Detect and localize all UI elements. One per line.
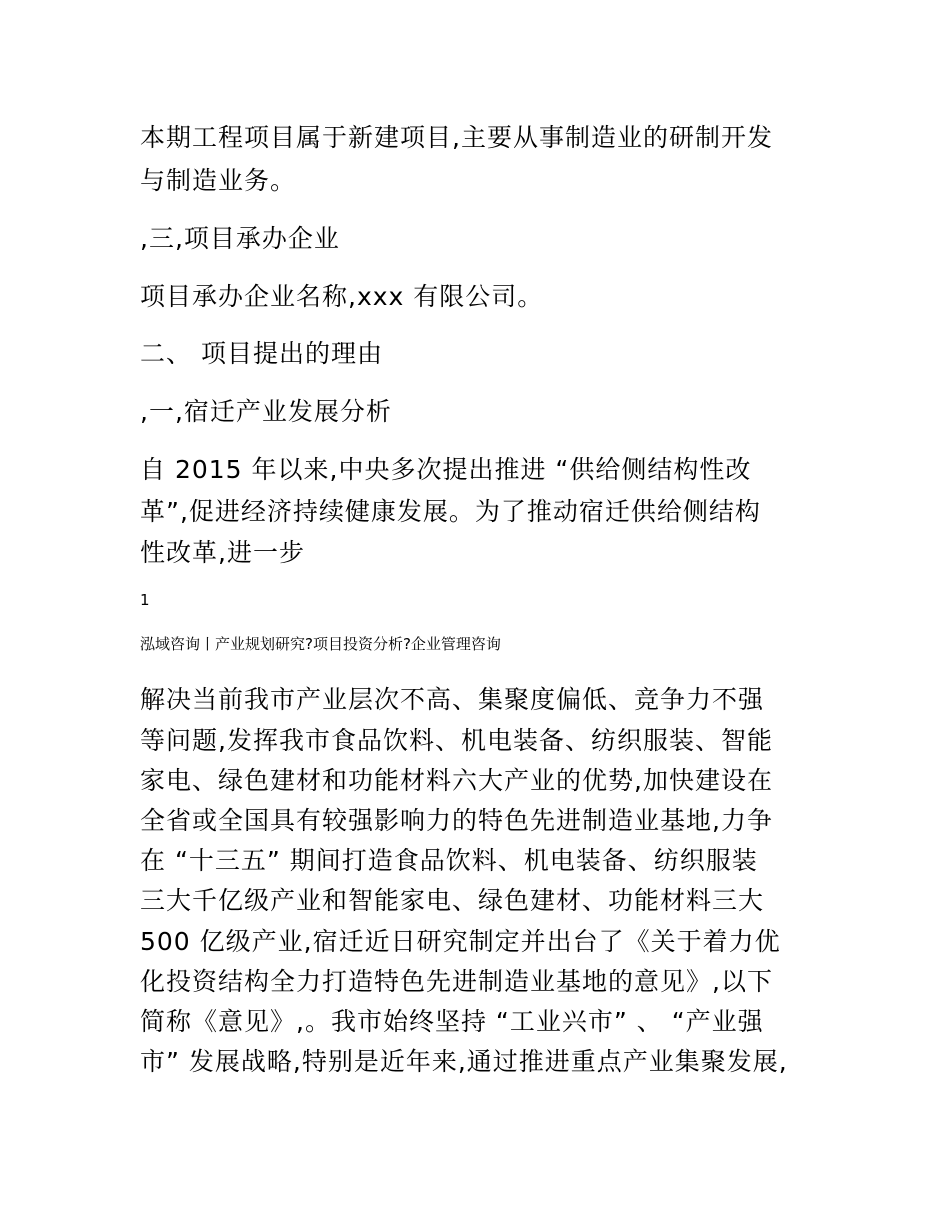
paragraph-line: 等问题,发挥我市食品饮料、机电装备、纺织服装、智能 [140, 726, 773, 755]
paragraph-line: 在 “十三五” 期间打造食品饮料、机电装备、纺织服装 [140, 846, 758, 875]
footer-tagline: 泓域咨询丨产业规划研究?项目投资分析?企业管理咨询 [140, 635, 501, 653]
subheading-yi: ,一,宿迁产业发展分析 [140, 397, 392, 426]
paragraph-line: 性改革,进一步 [140, 538, 305, 567]
paragraph-line: 化投资结构全力打造特色先进制造业基地的意见》,以下 [140, 967, 773, 996]
paragraph-line: 家电、绿色建材和功能材料六大产业的优势,加快建设在 [140, 766, 773, 795]
paragraph-line: 革”,促进经济持续健康发展。为了推动宿迁供给侧结构 [140, 497, 761, 526]
company-name-line: 项目承办企业名称,xxx 有限公司。 [140, 282, 544, 311]
section-heading-2: 二、 项目提出的理由 [140, 339, 383, 368]
paragraph-line: 市” 发展战略,特别是近年来,通过推进重点产业集聚发展, [140, 1047, 788, 1076]
paragraph-line: 本期工程项目属于新建项目,主要从事制造业的研制开发 [140, 123, 773, 152]
section-heading-san: ,三,项目承办企业 [140, 224, 340, 253]
paragraph-line: 三大千亿级产业和智能家电、绿色建材、功能材料三大 [140, 886, 765, 915]
paragraph-line: 解决当前我市产业层次不高、集聚度偏低、竞争力不强 [140, 685, 765, 714]
paragraph-line: 自 2015 年以来,中央多次提出推进 “供给侧结构性改 [140, 455, 752, 484]
paragraph-line: 简称《意见》,。我市始终坚持 “工业兴市” 、 “产业强 [140, 1007, 764, 1036]
paragraph-line: 与制造业务。 [140, 166, 297, 195]
paragraph-line: 全省或全国具有较强影响力的特色先进制造业基地,力争 [140, 806, 773, 835]
paragraph-line: 500 亿级产业,宿迁近日研究制定并出台了《关于着力优 [140, 927, 781, 956]
page-number: 1 [140, 591, 150, 609]
